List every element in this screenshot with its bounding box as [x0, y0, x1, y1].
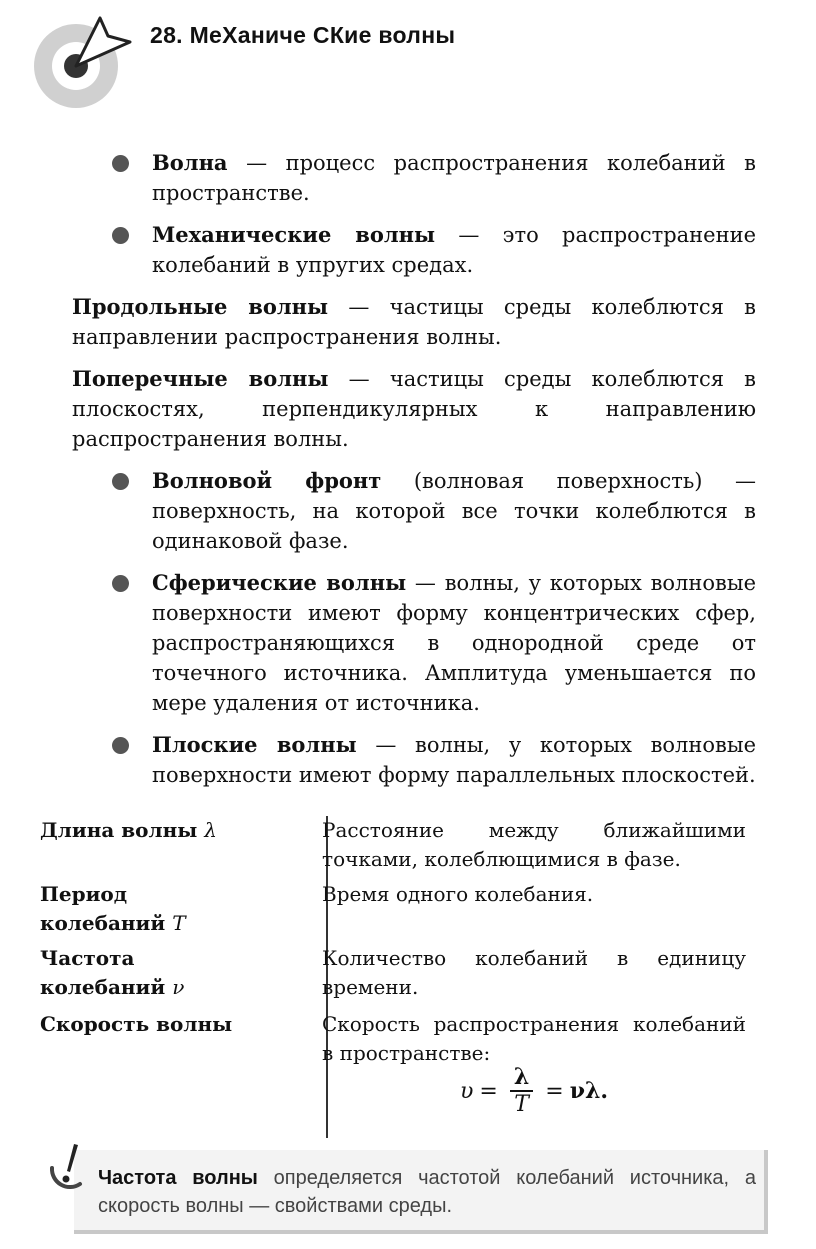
bullet-icon [112, 155, 129, 172]
exclamation-icon [40, 1138, 90, 1198]
definitions-table [40, 816, 752, 1138]
target-icon [30, 14, 134, 114]
term: Сферические волны [152, 570, 407, 595]
symbol: λ [204, 818, 217, 842]
list-item [72, 466, 756, 556]
formula-rhs: νλ. [569, 1078, 609, 1104]
term: Плоские волны [152, 732, 357, 757]
definition-text: — частицы среды колеблются в плоскостях, перпендикулярных к направлению распространения волны. [72, 367, 756, 451]
formula-equals: = [545, 1078, 564, 1104]
note-text [98, 1164, 756, 1220]
note-rest: определяется частотой колебаний источника, а скорость волны — свойствами среды. [98, 1167, 756, 1217]
definition-desc: Количество колебаний в единицу времени. [322, 946, 746, 999]
definition-text: — волны, у которых волновые поверхности имеют форму концентрических сфер, распространяющихся в однородной среде от точечного источника. Амплитуда уменьшается по мере удаления от источника. [152, 571, 756, 715]
wave-speed-formula [460, 1064, 608, 1118]
term: Волновой фронт [152, 468, 382, 493]
symbol: ν [172, 975, 185, 999]
definition-term: Длина волны λ [40, 818, 217, 842]
definition-text: — процесс распространения колебаний в пространстве. [152, 151, 756, 205]
main-content [72, 148, 756, 802]
definition-term: Скорость волны [40, 1012, 233, 1036]
fraction-denominator: T [514, 1092, 529, 1117]
term: Поперечные волны [72, 366, 329, 391]
definition-text: — частицы среды колеблются в направлении распространения волны. [72, 295, 756, 349]
definition-desc: Время одного колебания. [322, 882, 594, 906]
bullet-icon [112, 575, 129, 592]
bullet-icon [112, 227, 129, 244]
definition-text: — это распространение колебаний в упругих средах. [152, 223, 757, 277]
formula-equals: = [479, 1078, 498, 1104]
list-item [72, 568, 756, 718]
page-title: 28. МеХаниче СКие волны [150, 22, 456, 48]
note-term: Частота волны [98, 1167, 258, 1189]
formula-fraction [510, 1064, 533, 1118]
fraction-numerator: λ [510, 1064, 533, 1092]
definition-desc: Расстояние между ближайшими точками, колеблющимися в фазе. [322, 818, 746, 871]
term: Механические волны [152, 222, 436, 247]
definition-term: Период колебаний T [40, 882, 186, 935]
symbol: T [172, 911, 186, 935]
list-item [72, 148, 756, 208]
definition-text: (волновая поверхность) — поверхность, на которой все точки колеблются в одинаковой фазе. [152, 469, 757, 553]
paragraph [72, 292, 756, 352]
term: Волна [152, 150, 228, 175]
bullet-icon [112, 473, 129, 490]
bullet-icon [112, 737, 129, 754]
list-item [72, 730, 756, 790]
paragraph [72, 364, 756, 454]
definition-term: Частота колебаний ν [40, 946, 185, 999]
formula-lhs: υ [460, 1078, 474, 1104]
definition-text: — волны, у которых волновые поверхности имеют форму параллельных плоскостей. [152, 733, 756, 787]
list-item [72, 220, 756, 280]
definition-desc: Скорость распространения колебаний в пространстве: [322, 1012, 746, 1065]
term: Продольные волны [72, 294, 329, 319]
